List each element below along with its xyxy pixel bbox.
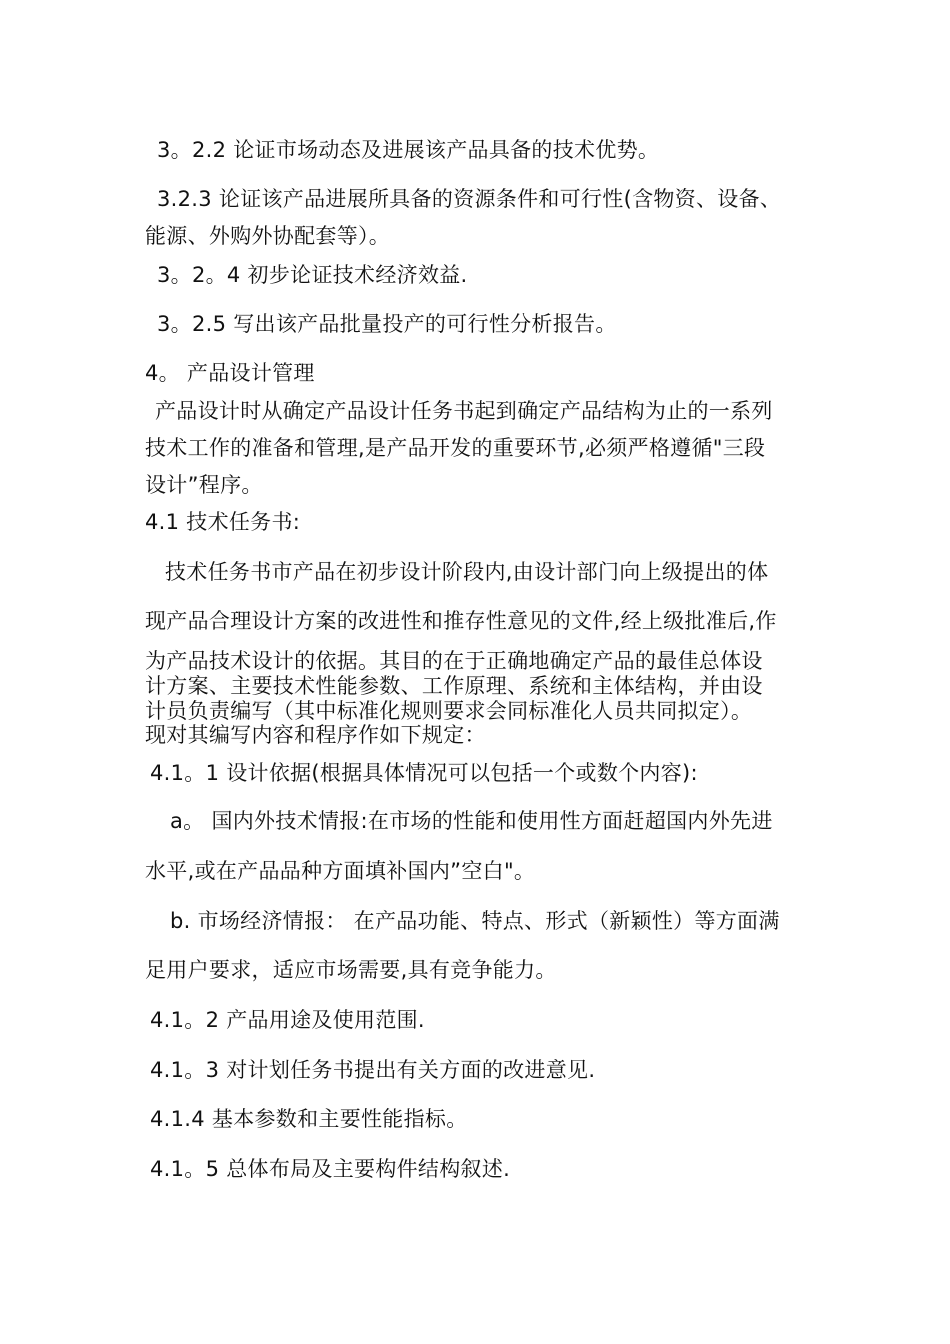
- text-line: 4.1。3 对计划任务书提出有关方面的改进意见.: [150, 1058, 596, 1082]
- text-line: 4.1.4 基本参数和主要性能指标。: [150, 1107, 468, 1131]
- text-line: b. 市场经济情报： 在产品功能、特点、形式（新颖性）等方面满: [170, 909, 780, 933]
- subsection-heading: 4.1 技术任务书:: [145, 510, 301, 534]
- text-line: 计员负责编写（其中标准化规则要求会同标准化人员共同拟定）。: [145, 699, 753, 723]
- text-line: 4.1。5 总体布局及主要构件结构叙述.: [150, 1157, 511, 1181]
- text-line: 为产品技术设计的依据。其目的在于正确地确定产品的最佳总体设: [145, 649, 763, 673]
- text-line: 能源、外购外协配套等）。: [145, 224, 391, 248]
- text-line: 产品设计时从确定产品设计任务书起到确定产品结构为止的一系列: [155, 399, 773, 423]
- text-line: 3。2.2 论证市场动态及进展该产品具备的技术优势。: [157, 138, 660, 162]
- text-line: 水平,或在产品品种方面填补国内”空白"。: [145, 859, 536, 883]
- text-line: 现产品合理设计方案的改进性和推存性意见的文件,经上级批准后,作: [145, 609, 777, 633]
- text-line: 技术工作的准备和管理,是产品开发的重要环节,必须严格遵循"三段: [145, 436, 766, 460]
- text-line: 3。2.5 写出该产品批量投产的可行性分析报告。: [157, 312, 617, 336]
- text-line: a。 国内外技术情报:在市场的性能和使用性方面赶超国内外先进: [170, 809, 773, 833]
- text-line: 足用户要求，适应市场需要,具有竞争能力。: [145, 958, 557, 982]
- text-line: 4.1。1 设计依据(根据具体情况可以包括一个或数个内容):: [150, 761, 698, 785]
- text-line: 设计”程序。: [145, 473, 263, 497]
- text-line: 技术任务书市产品在初步设计阶段内,由设计部门向上级提出的体: [165, 560, 769, 584]
- section-heading: 4。 产品设计管理: [145, 361, 315, 385]
- text-line: 现对其编写内容和程序作如下规定：: [145, 723, 486, 747]
- text-line: 计方案、主要技术性能参数、工作原理、系统和主体结构，并由设: [145, 674, 763, 698]
- text-line: 3。2。4 初步论证技术经济效益.: [157, 263, 468, 287]
- text-line: 4.1。2 产品用途及使用范围.: [150, 1008, 425, 1032]
- text-line: 3.2.3 论证该产品进展所具备的资源条件和可行性(含物资、设备、: [157, 187, 782, 211]
